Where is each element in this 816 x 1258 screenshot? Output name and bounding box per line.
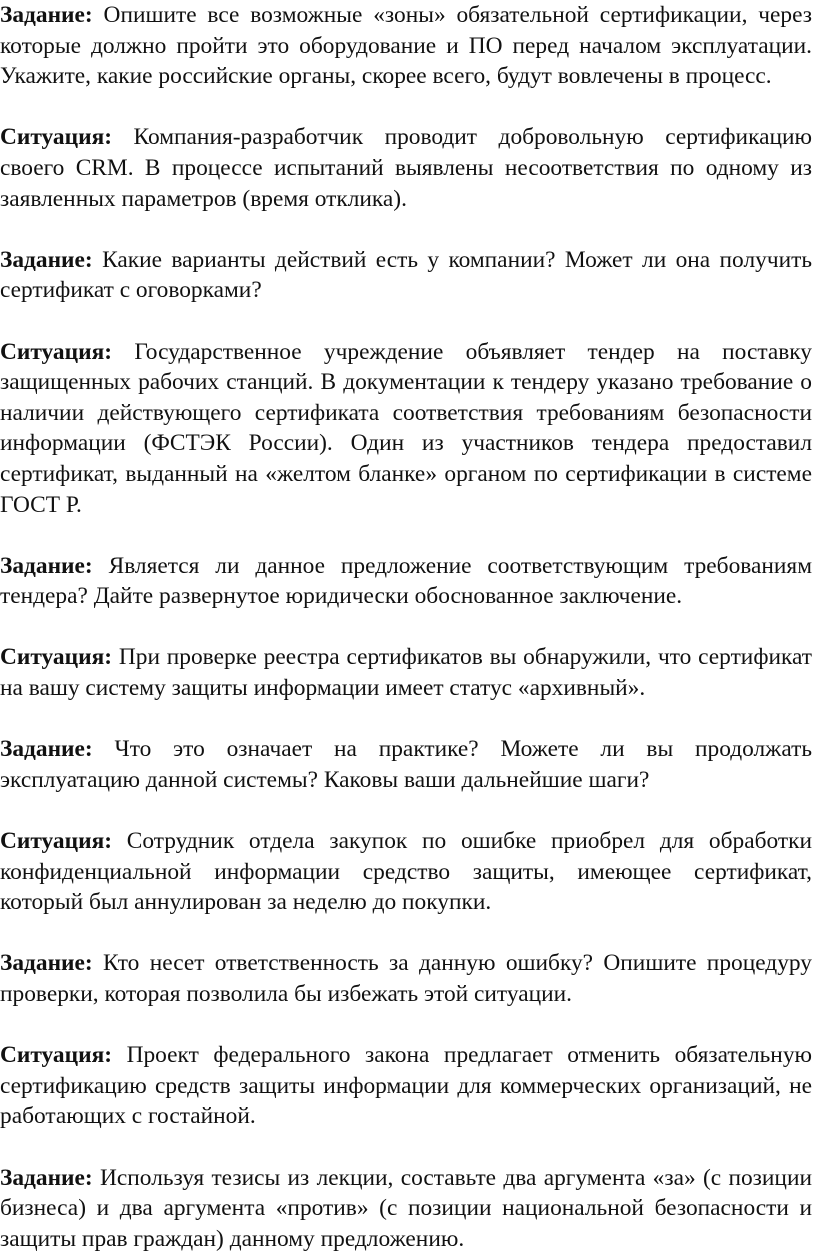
situation-label: Ситуация: — [0, 644, 113, 671]
task-paragraph-3 — [0, 551, 812, 612]
situation-paragraph-2 — [0, 337, 812, 521]
situation-text: Государственное учреждение объявляет тендер на поставку защищенных рабочих станций. В документации к тендеру указано требование о наличии действующего сертификата соответствия требованиям безопасности информации (ФСТЭК России). Один из участников тендера предоставил сертификат, выданный на «желтом бланке» органом по сертификации в системе ГОСТ Р. — [0, 338, 812, 518]
task-label: Задание: — [0, 736, 93, 763]
task-label: Задание: — [0, 552, 93, 579]
situation-text: При проверке реестра сертификатов вы обнаружили, что сертификат на вашу систему защиты информации имеет статус «архивный». — [0, 644, 812, 702]
task-paragraph-2 — [0, 245, 812, 306]
situation-paragraph-5 — [0, 1040, 812, 1132]
situation-label: Ситуация: — [0, 1042, 113, 1069]
task-paragraph-6 — [0, 1163, 812, 1255]
task-text: Опишите все возможные «зоны» обязательной сертификации, через которые должно пройти это оборудование и ПО перед началом эксплуатации. Укажите, какие российские органы, скорее всего, будут вовлечены в процесс. — [0, 2, 812, 90]
situation-label: Ситуация: — [0, 124, 113, 151]
task-paragraph-1 — [0, 0, 812, 92]
task-paragraph-5 — [0, 948, 812, 1009]
situation-paragraph-4 — [0, 826, 812, 918]
situation-label: Ситуация: — [0, 338, 113, 365]
task-paragraph-4 — [0, 734, 812, 795]
situation-paragraph-1 — [0, 122, 812, 214]
task-text: Кто несет ответственность за данную ошибку? Опишите процедуру проверки, которая позволила бы избежать этой ситуации. — [0, 950, 812, 1007]
task-text: Что это означает на практике? Можете ли вы продолжать эксплуатацию данной системы? Каковы ваши дальнейшие шаги? — [0, 736, 812, 793]
task-label: Задание: — [0, 1164, 93, 1191]
situation-paragraph-3 — [0, 642, 812, 703]
task-text: Какие варианты действий есть у компании? Может ли она получить сертификат с оговорками? — [0, 246, 812, 304]
situation-text: Сотрудник отдела закупок по ошибке приобрел для обработки конфиденциальной информации средство защиты, имеющее сертификат, который был аннулирован за неделю до покупки. — [0, 828, 812, 916]
situation-label: Ситуация: — [0, 828, 113, 855]
task-label: Задание: — [0, 950, 93, 977]
task-label: Задание: — [0, 246, 93, 273]
task-text: Используя тезисы из лекции, составьте два аргумента «за» (с позиции бизнеса) и два аргумента «против» (с позиции национальной безопасности и защиты прав граждан) данному предложению. — [0, 1164, 812, 1252]
task-text: Является ли данное предложение соответствующим требованиям тендера? Дайте развернутое юридически обоснованное заключение. — [0, 552, 812, 610]
task-label: Задание: — [0, 2, 93, 28]
situation-text: Компания-разработчик проводит добровольную сертификацию своего CRM. В процессе испытаний выявлены несоответствия по одному из заявленных параметров (время отклика). — [0, 124, 812, 212]
situation-text: Проект федерального закона предлагает отменить обязательную сертификацию средств защиты информации для коммерческих организаций, не работающих с гостайной. — [0, 1042, 812, 1130]
